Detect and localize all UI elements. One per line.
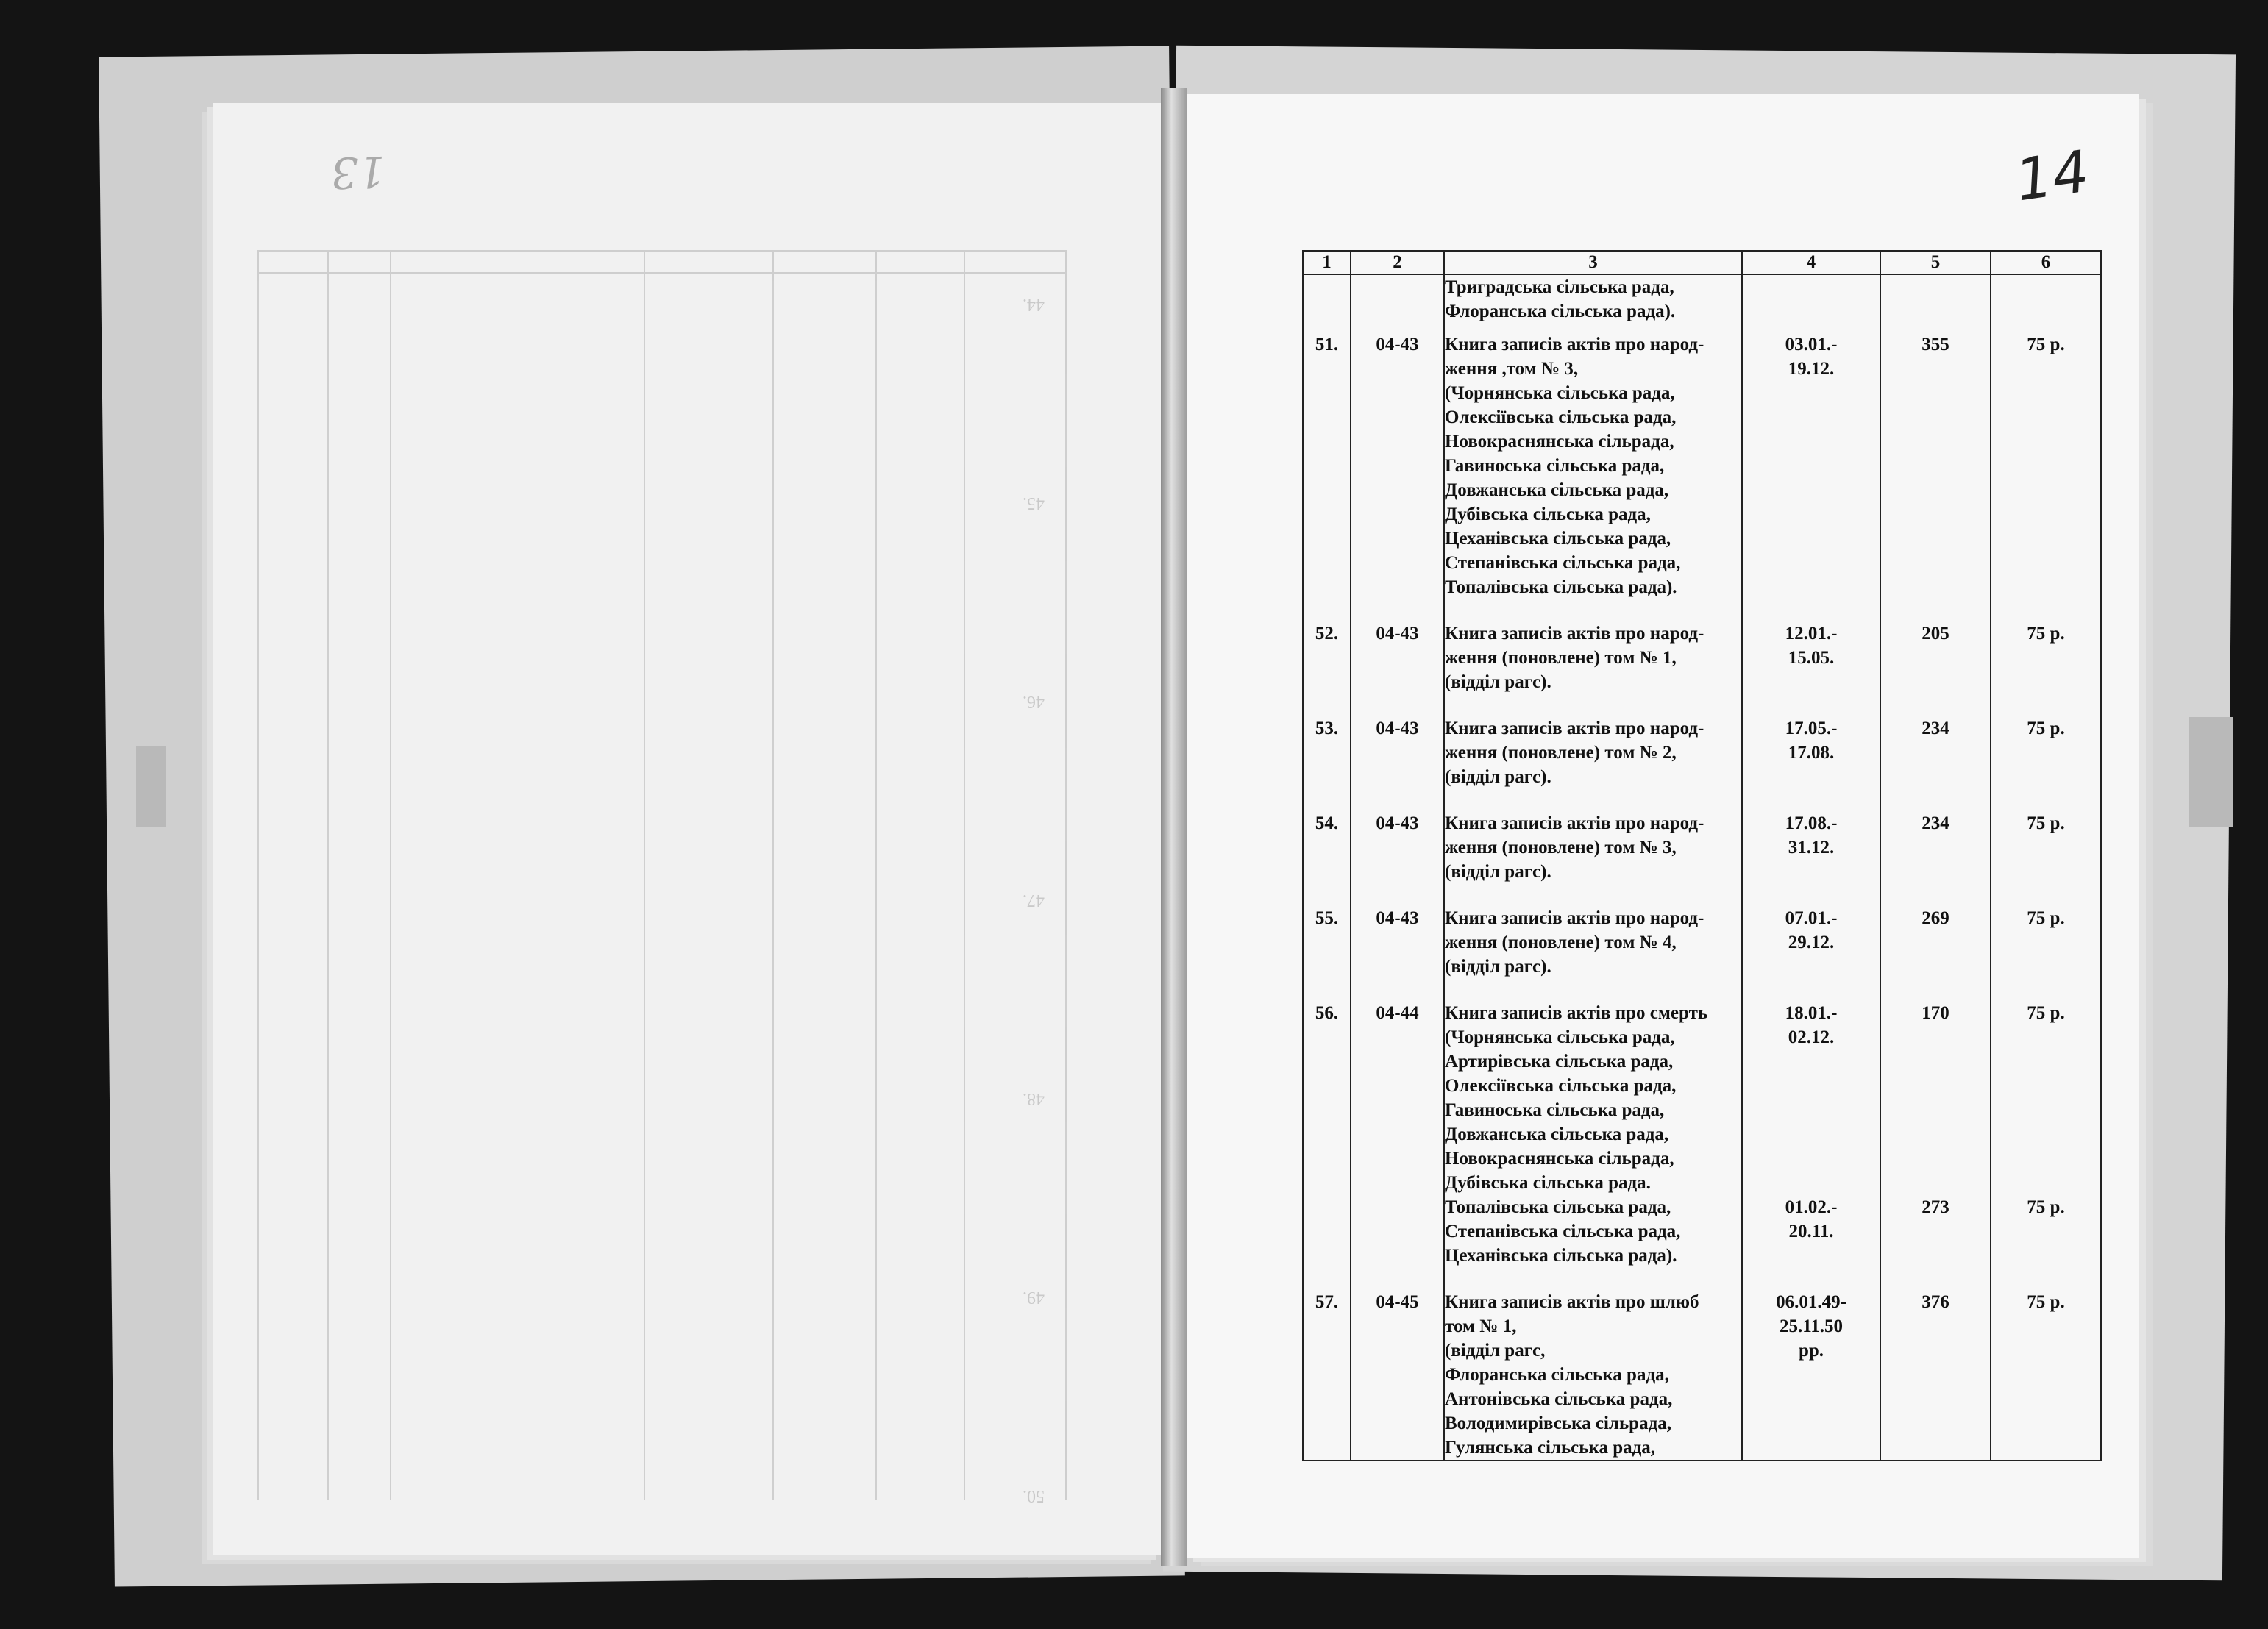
sheet-count: 376 (1880, 1290, 1991, 1461)
table-row (1303, 1290, 2101, 1461)
row-number: 52. (1303, 621, 1351, 716)
table-row (1303, 1001, 2101, 1290)
header-col-6: 6 (1991, 251, 2101, 274)
retention-period-secondary: 75 р. (2027, 1197, 2065, 1217)
binding-ribbon-left (136, 746, 166, 827)
retention-period: 75 р. (1991, 906, 2101, 1001)
date-range-secondary: 01.02.- (1785, 1197, 1838, 1217)
row-number: 54. (1303, 811, 1351, 906)
retention-period: 75 р. (1991, 621, 2101, 716)
archive-register-table (1302, 250, 2102, 1461)
date-range: 17.05.- 17.08. (1742, 716, 1880, 811)
table-row (1303, 906, 2101, 1001)
left-page-bleed-through-table (257, 250, 1067, 1505)
bleed-through-row-number: 45. (1023, 493, 1045, 513)
sheet-count: 355 (1880, 332, 1991, 621)
date-range: 18.01.- 02.12. 01.02.- 20.11. (1742, 1001, 1880, 1290)
header-row (1303, 251, 2101, 274)
fund-code: 04-43 (1351, 811, 1444, 906)
sheet-count: 205 (1880, 621, 1991, 716)
table-row (1303, 332, 2101, 621)
bleed-through-row-number: 47. (1023, 891, 1045, 910)
record-title: Книга записів актів про шлюб том № 1, (відділ рагс, Флоранська сільська рада, Антонівська сільська рада, Володимирівська сільрада, Гулянська сільська рада, (1444, 1290, 1742, 1461)
table-row (1303, 716, 2101, 811)
sheet-count: 234 (1880, 716, 1991, 811)
bleed-through-row-number: 50. (1023, 1486, 1045, 1505)
left-page-handwritten-number: 13 (330, 146, 386, 199)
continuation-text: Триградська сільська рада, Флоранська сільська рада). (1444, 274, 1742, 332)
sheet-count: 234 (1880, 811, 1991, 906)
date-range: 07.01.- 29.12. (1742, 906, 1880, 1001)
header-col-1: 1 (1303, 251, 1351, 274)
record-title: Книга записів актів про народ- ження (поновлене) том № 2, (відділ рагс). (1444, 716, 1742, 811)
book-spine (1161, 88, 1187, 1566)
record-title: Книга записів актів про народ- ження (поновлене) том № 3, (відділ рагс). (1444, 811, 1742, 906)
fund-code: 04-45 (1351, 1290, 1444, 1461)
retention-period: 75 р. 75 р. (1991, 1001, 2101, 1290)
record-title: Книга записів актів про народ- ження (поновлене) том № 1, (відділ рагс). (1444, 621, 1742, 716)
record-title: Книга записів актів про народ- ження (поновлене) том № 4, (відділ рагс). (1444, 906, 1742, 1001)
retention-period: 75 р. (1991, 716, 2101, 811)
table-row (1303, 621, 2101, 716)
bleed-through-row-number: 46. (1023, 692, 1045, 711)
bleed-through-row-number: 49. (1023, 1288, 1045, 1307)
fund-code: 04-43 (1351, 332, 1444, 621)
record-title: Книга записів актів про народ- ження ,том № 3, (Чорнянська сільська рада, Олексіївська сільська рада, Новокраснянська сільрада, Гавиноська сільська рада, Довжанська сільська рада, Дубівська сільська рада, Цеханівська сільська рада, Степанівська сільська рада, Топалівська сільська рада). (1444, 332, 1742, 621)
handwritten-page-number: 14 (2011, 138, 2094, 215)
row-number: 53. (1303, 716, 1351, 811)
sheet-count: 170 273 (1880, 1001, 1991, 1290)
table-row (1303, 811, 2101, 906)
binding-ribbon-right (2189, 717, 2233, 827)
sheet-count-secondary: 273 (1922, 1197, 1949, 1217)
fund-code: 04-44 (1351, 1001, 1444, 1290)
header-col-2: 2 (1351, 251, 1444, 274)
fund-code: 04-43 (1351, 716, 1444, 811)
date-range: 17.08.- 31.12. (1742, 811, 1880, 906)
retention-period: 75 р. (1991, 332, 2101, 621)
bleed-through-row-number: 44. (1023, 295, 1045, 314)
table-row (1303, 274, 2101, 332)
header-col-3: 3 (1444, 251, 1742, 274)
row-number: 57. (1303, 1290, 1351, 1461)
header-col-4: 4 (1742, 251, 1880, 274)
sheet-count: 269 (1880, 906, 1991, 1001)
row-number: 56. (1303, 1001, 1351, 1290)
retention-period: 75 р. (1991, 811, 2101, 906)
row-number: 55. (1303, 906, 1351, 1001)
retention-period: 75 р. (1991, 1290, 2101, 1461)
date-range: 06.01.49- 25.11.50 рр. (1742, 1290, 1880, 1461)
record-title: Книга записів актів про смерть (Чорнянська сільська рада, Артирівська сільська рада, Олексіївська сільська рада, Гавиноська сільська рада, Довжанська сільська рада, Новокраснянська сільрада, Дубівська сільська рада. Топалівська сільська рада, Степанівська сільська рада, Цеханівська сільська рада). (1444, 1001, 1742, 1290)
fund-code: 04-43 (1351, 621, 1444, 716)
header-col-5: 5 (1880, 251, 1991, 274)
date-range: 03.01.- 19.12. (1742, 332, 1880, 621)
fund-code: 04-43 (1351, 906, 1444, 1001)
date-range: 12.01.- 15.05. (1742, 621, 1880, 716)
row-number: 51. (1303, 332, 1351, 621)
bleed-through-row-number: 48. (1023, 1089, 1045, 1108)
